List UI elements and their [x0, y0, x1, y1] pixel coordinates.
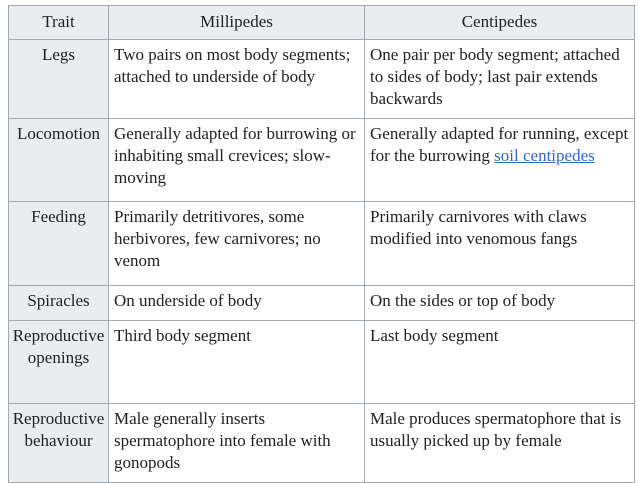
- cell-millipedes: Male generally inserts spermatophore into female with gonopods: [109, 404, 365, 483]
- cell-centipedes: [365, 119, 635, 202]
- row-header-trait: Reproductive openings: [9, 321, 109, 404]
- row-header-trait: Locomotion: [9, 119, 109, 202]
- cell-millipedes: Third body segment: [109, 321, 365, 404]
- cell-centipedes: Primarily carnivores with claws modified into venomous fangs: [365, 202, 635, 286]
- table-row: [9, 202, 635, 286]
- row-header-trait: Legs: [9, 40, 109, 119]
- row-header-trait: Feeding: [9, 202, 109, 286]
- column-header-trait[interactable]: Trait: [9, 6, 109, 40]
- table-row: [9, 286, 635, 321]
- comparison-table: [8, 5, 635, 483]
- header-row: [9, 6, 635, 40]
- row-header-trait: Spiracles: [9, 286, 109, 321]
- cell-centipedes: Last body segment: [365, 321, 635, 404]
- soil-centipedes-link[interactable]: soil centipedes: [494, 146, 595, 165]
- cell-millipedes: Generally adapted for burrowing or inhabiting small crevices; slow-moving: [109, 119, 365, 202]
- column-header-millipedes[interactable]: Millipedes: [109, 6, 365, 40]
- cell-millipedes: Primarily detritivores, some herbivores, few carnivores; no venom: [109, 202, 365, 286]
- cell-millipedes: Two pairs on most body segments; attached to underside of body: [109, 40, 365, 119]
- cell-centipedes-text: Generally adapted for running, except for the burrowing: [370, 124, 629, 165]
- cell-centipedes: Male produces spermatophore that is usually picked up by female: [365, 404, 635, 483]
- cell-millipedes: On underside of body: [109, 286, 365, 321]
- table-row: [9, 119, 635, 202]
- cell-centipedes: One pair per body segment; attached to sides of body; last pair extends backwards: [365, 40, 635, 119]
- column-header-centipedes[interactable]: Centipedes: [365, 6, 635, 40]
- table-row: [9, 40, 635, 119]
- table-row: [9, 404, 635, 483]
- table-row: [9, 321, 635, 404]
- cell-centipedes: On the sides or top of body: [365, 286, 635, 321]
- row-header-trait: Reproductive behaviour: [9, 404, 109, 483]
